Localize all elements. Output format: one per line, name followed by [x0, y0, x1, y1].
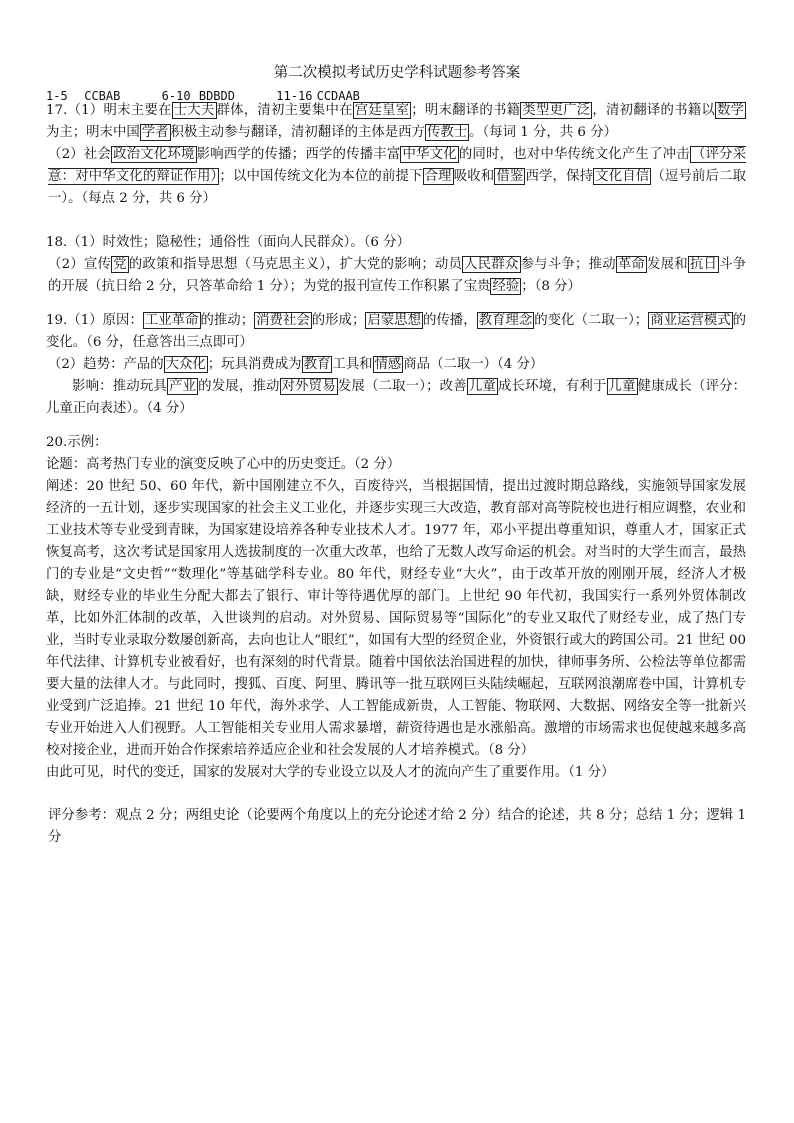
answer-text: ；玩具消费成为 [207, 357, 302, 372]
answer-text: 19.（1）原因： [46, 313, 143, 328]
boxed-keyword: 宫廷皇室 [354, 103, 410, 118]
boxed-keyword: 传教士 [426, 125, 468, 140]
boxed-keyword: 儿童 [608, 379, 636, 394]
boxed-keyword: 人民群众 [464, 257, 519, 272]
question-19 [46, 310, 746, 420]
question-17 [46, 100, 746, 210]
boxed-keyword: 合理 [424, 169, 452, 184]
mcq-group-2-answers: BDBDD [198, 89, 235, 103]
question-20 [46, 432, 746, 784]
boxed-keyword: 文化自信 [595, 169, 650, 184]
q18-part-2 [46, 254, 746, 298]
answer-text: （2）宣传 [48, 257, 112, 272]
q20-body: 阐述：20 世纪 50、60 年代，新中国刚建立不久，百废待兴，当根据国情，提出过渡时期总路线，实施领导国家发展经济的一五计划，逐步实现国家的社会主义工业化，并逐步实现三大改造，教育部对高等院校也进行相应调整，农业和工业技术等专业受到青睐，为国家建设培养各种专业技术人才。1977 年，邓小平提出尊重知识，尊重人才，国家正式恢复高考，这次考试是国家用人选拔制度的一次重大改革，也给了无数人改写命运的机会。对当时的大学生而言，最热门的专业是“文史哲”“数理化”等基础学科专业。80 年代，财经专业“大火”，由于改革开放的刚刚开展，经济人才极缺，财经专业的毕业生分配大都去了银行、审计等待遇优厚的部门。上世纪 90 年代初，我国实行一系列外贸体制改革，比如外汇体制的改革，入世谈判的启动。对外贸易、国际贸易等“国际化”的专业又取代了财经专业，成了热门专业，当时专业录取分数屡创新高，去向也让人“眼红”，如国有大型的经贸企业，外资银行或大的跨国公司。21 世纪 00 年代法律、计算机专业被看好，也有深刻的时代背景。随着中国依法治国进程的加快，律师事务所、公检法等单位都需要大量的法律人才。与此同时，搜狐、百度、阿里、腾讯等一批互联网巨头陆续崛起，互联网浪潮席卷中国，计算机专业受到广泛追捧。21 世纪 10 年代，海外求学、人工智能成新贵，人工智能、物联网、大数据、网络安全等一批新兴专业开始进入人们视野。人工智能相关专业用人需求暴增，薪资待遇也是水涨船高。激增的市场需求也促使越来越多高校对接企业，进而开始合作探索培养适应企业和社会发展的人才培养模式。（8 分） [46, 479, 746, 758]
boxed-keyword: 经验 [492, 279, 520, 294]
answer-text: 健康成长（评分：儿童正向表述）。（4 分） [46, 379, 747, 416]
boxed-keyword: 对外贸易 [281, 379, 336, 394]
q19-part-2 [46, 354, 746, 376]
answer-text: 发展（二取一）；改善 [337, 379, 467, 394]
answer-text: （2）趋势：产品的 [48, 357, 164, 372]
q20-heading: 20.示例： [46, 435, 108, 450]
mcq-group-3-answers: CCDAAB [316, 89, 360, 103]
boxed-keyword: 学者 [141, 125, 169, 140]
answer-text: ；（8 分） [521, 279, 581, 294]
boxed-keyword: 教育理念 [478, 313, 533, 328]
q19-part-1 [46, 310, 746, 354]
boxed-keyword: 大众化 [165, 357, 206, 372]
q19-part-3 [46, 376, 746, 420]
answer-text: ；明末翻译的书籍 [411, 103, 521, 118]
answer-text: ；以中国传统文化为本位的前提下 [219, 169, 423, 184]
answer-text: 的同时，也对中华传统文化产生了冲击 [458, 147, 690, 162]
answer-text: 发展和 [647, 257, 688, 272]
answer-text: ，清初翻译的书籍以 [592, 103, 716, 118]
boxed-keyword: 党 [113, 257, 127, 272]
boxed-keyword: 借鉴 [496, 169, 524, 184]
answer-text: 商品（二取一）（4 分） [403, 357, 544, 372]
boxed-keyword: 商业运营模式 [650, 313, 731, 328]
answer-text: 的变化（二取一）； [534, 313, 649, 328]
mcq-group-1-label: 1-5 [46, 89, 68, 103]
boxed-keyword: 消费社会 [256, 313, 310, 328]
answer-text: 。（每词 1 分，共 6 分） [469, 125, 617, 140]
boxed-keyword: 产业 [168, 379, 197, 394]
answer-text: 吸收和 [453, 169, 495, 184]
boxed-keyword: 中华文化 [402, 147, 457, 162]
answer-text: 影响：推动玩具 [72, 379, 167, 394]
q20-thesis: 论题：高考热门专业的演变反映了心中的历史变迁。（2 分） [46, 457, 401, 472]
answer-text: 的传播， [423, 313, 477, 328]
q18-part-1: 18.（1）时效性；隐秘性；通俗性（面向人民群众）。（6 分） [46, 235, 410, 250]
boxed-keyword: 儿童 [468, 379, 496, 394]
boxed-keyword: （评分采意：对中华文化的辩证作用） [48, 147, 747, 184]
answer-text: 的形成； [311, 313, 366, 328]
q17-part-2 [46, 144, 746, 210]
answer-text: 的政策和指导思想（马克思主义），扩大党的影响；动员 [128, 257, 463, 272]
answer-text: 积极主动参与翻译，清初翻译的主体是西方 [170, 125, 425, 140]
q17-part-1 [46, 100, 746, 144]
answer-text: （逗号前后二取一）。（每点 2 分，共 6 分） [48, 169, 747, 206]
answer-text: 成长环境，有利于 [497, 379, 607, 394]
question-18 [46, 232, 746, 298]
answer-text: 影响西学的传播；西学的传播丰富 [196, 147, 401, 162]
answer-text: 的推动； [200, 313, 255, 328]
answer-text: 为主；明末中国 [46, 125, 140, 140]
answer-text: 西学，保持 [525, 169, 594, 184]
answer-text: 的发展，推动 [198, 379, 280, 394]
answer-text: （2）社会 [48, 147, 112, 162]
answer-text: 17.（1）明末主要在 [46, 103, 172, 118]
boxed-keyword: 革命 [617, 257, 646, 272]
boxed-keyword: 启蒙思想 [367, 313, 421, 328]
mcq-group-3-label: 11-16 [276, 89, 313, 103]
boxed-keyword: 工业革命 [144, 313, 199, 328]
mcq-group-2-label: 6-10 [161, 89, 191, 103]
answer-text: 的变化。（6 分，任意答出三点即可） [46, 313, 747, 350]
page-title: 第二次模拟考试历史学科试题参考答案 [273, 65, 521, 81]
answer-text: 参与斗争；推动 [520, 257, 616, 272]
boxed-keyword: 士大夫 [173, 103, 215, 118]
scoring-rubric [46, 805, 746, 849]
rubric-text: 评分参考：观点 2 分；两组史论（论要两个角度以上的充分论述才给 2 分）结合的论述，共 8 分；总结 1 分；逻辑 1 分 [48, 808, 746, 845]
answer-text: 斗争的开展（抗日给 2 分，只答革命给 1 分）；为党的报刊宣传工作积累了宝贵 [48, 257, 747, 294]
boxed-keyword: 类型更广泛 [522, 103, 591, 118]
boxed-keyword: 政治文化环境 [113, 147, 195, 162]
boxed-keyword: 抗日 [689, 257, 718, 272]
mcq-group-1-answers: CCBAB [84, 89, 121, 103]
answer-text: 工具和 [332, 357, 373, 372]
answer-text: 群体，清初主要集中在 [216, 103, 353, 118]
boxed-keyword: 情感 [374, 357, 402, 372]
q20-conclusion: 由此可见，时代的变迁，国家的发展对大学的专业设立以及人才的流向产生了重要作用。（1 分） [46, 765, 615, 780]
boxed-keyword: 教育 [303, 357, 331, 372]
boxed-keyword: 数学 [717, 103, 745, 118]
